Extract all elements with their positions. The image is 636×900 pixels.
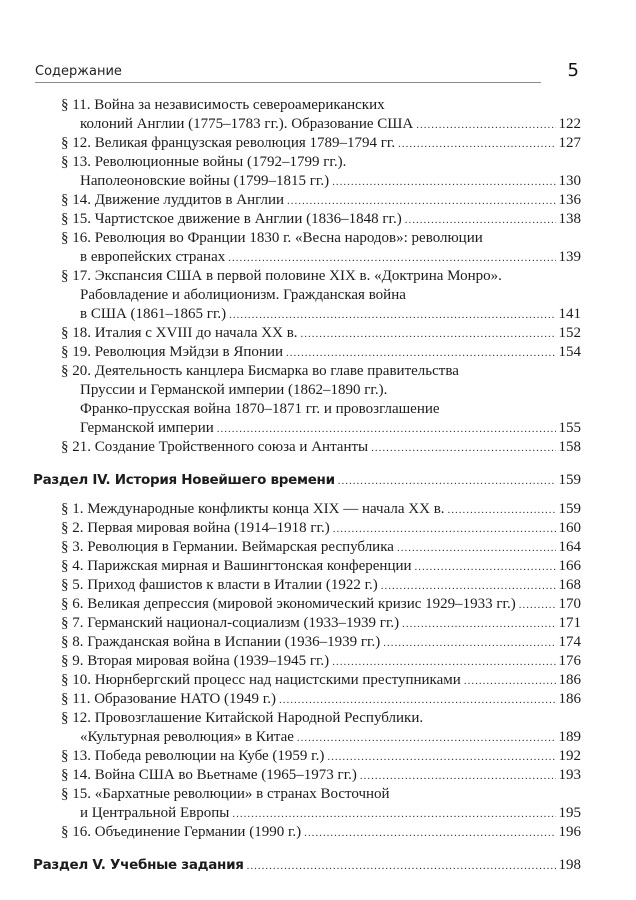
- toc-entry-page: 186: [558, 672, 581, 688]
- dot-leader: [232, 805, 555, 824]
- dot-leader: [397, 539, 556, 558]
- toc-entry-line: [61, 381, 581, 400]
- toc-entry-line: [61, 728, 581, 747]
- toc-entry-page: 138: [558, 211, 581, 227]
- section-title: Раздел IV. История Новейшего времени: [33, 471, 338, 490]
- toc-entry-page: 152: [558, 325, 581, 341]
- toc-entry-line: [61, 500, 581, 519]
- dot-leader: [304, 824, 555, 843]
- toc-entry[interactable]: [61, 671, 581, 690]
- toc-entry-line: [61, 438, 581, 457]
- dot-leader: [383, 634, 555, 653]
- toc-entry[interactable]: [61, 633, 581, 652]
- toc-entry-text: § 14. Движение луддитов в Англии: [61, 191, 287, 210]
- toc-entry-line: [61, 709, 581, 728]
- toc-entry-text: § 7. Германский национал-социализм (1933–1939 гг.): [61, 614, 402, 633]
- toc-entry-text: § 19. Революция Мэйдзи в Японии: [61, 343, 286, 362]
- toc-entry[interactable]: [61, 595, 581, 614]
- toc-entry[interactable]: [61, 343, 581, 362]
- toc-entry[interactable]: [61, 324, 581, 343]
- toc-entry-text: § 15. «Бархатные революции» в странах Восточной: [61, 786, 390, 802]
- toc-entry-page: 122: [558, 116, 581, 132]
- toc-entry-line: [61, 115, 581, 134]
- toc-entry[interactable]: [61, 614, 581, 633]
- toc-entry-page: 141: [558, 306, 581, 322]
- toc-entry-line: [61, 804, 581, 823]
- toc-entry-page: 195: [558, 805, 581, 821]
- toc-entry-text: § 1. Международные конфликты конца XIX — начала XX в.: [61, 500, 448, 519]
- toc-entry-text: Наполеоновские войны (1799–1815 гг.): [80, 172, 332, 191]
- toc-entry-text: и Центральной Европы: [80, 804, 232, 823]
- toc-entry[interactable]: [61, 438, 581, 457]
- toc-entry-line: [61, 519, 581, 538]
- toc-entry-text: § 15. Чартистское движение в Англии (1836–1848 гг.): [61, 210, 405, 229]
- toc-entry-page: 158: [558, 439, 581, 455]
- toc-entry[interactable]: [61, 576, 581, 595]
- section-heading-4[interactable]: [33, 471, 581, 490]
- toc-entry[interactable]: [61, 747, 581, 766]
- toc-entry-text: в европейских странах: [80, 248, 228, 267]
- toc-entry-page: 176: [558, 653, 581, 669]
- toc-entry-line: [61, 576, 581, 595]
- toc-entry-text: § 14. Война США во Вьетнаме (1965–1973 гг.): [61, 766, 360, 785]
- toc-entry-line: [61, 362, 581, 381]
- toc-entry[interactable]: [61, 134, 581, 153]
- toc-entry-text: Пруссии и Германской империи (1862–1890 гг.).: [80, 382, 388, 398]
- dot-leader: [327, 748, 555, 767]
- toc-entry-text: § 13. Революционные войны (1792–1799 гг.).: [61, 154, 347, 170]
- dot-leader: [287, 192, 555, 211]
- dot-leader: [333, 520, 556, 539]
- toc-entry-line: [61, 324, 581, 343]
- toc-entry-line: [61, 595, 581, 614]
- dot-leader: [247, 857, 556, 876]
- toc-entry-line: [61, 538, 581, 557]
- toc-entry[interactable]: [61, 766, 581, 785]
- toc-entry-text: § 8. Гражданская война в Испании (1936–1939 гг.): [61, 633, 383, 652]
- toc-entry-text: § 16. Революция во Франции 1830 г. «Весна народов»: революции: [61, 230, 483, 246]
- toc-entry-line: [61, 210, 581, 229]
- toc-entry[interactable]: [61, 500, 581, 519]
- dot-leader: [228, 249, 555, 268]
- toc-entry[interactable]: [61, 267, 581, 324]
- running-header-title: Содержание: [35, 64, 122, 79]
- toc-entry-text: § 13. Победа революции на Кубе (1959 г.): [61, 747, 327, 766]
- toc-entry[interactable]: [61, 538, 581, 557]
- toc-entry[interactable]: [61, 709, 581, 747]
- toc-entry-line: [61, 690, 581, 709]
- toc-entry-text: Франко-прусская война 1870–1871 гг. и провозглашение: [80, 401, 440, 417]
- toc-entry-page: 166: [558, 558, 581, 574]
- dot-leader: [464, 672, 556, 691]
- dot-leader: [286, 344, 556, 363]
- dot-leader: [229, 306, 555, 325]
- toc-entry-line: [61, 191, 581, 210]
- dot-leader: [448, 501, 556, 520]
- toc-entry-page: 193: [558, 767, 581, 783]
- toc-entry-text: колоний Англии (1775–1783 гг.). Образование США: [80, 115, 416, 134]
- dot-leader: [301, 325, 556, 344]
- dot-leader: [332, 173, 555, 192]
- toc-entry-line: [61, 766, 581, 785]
- toc-entry-page: 154: [558, 344, 581, 360]
- toc-entry-page: 139: [558, 249, 581, 265]
- toc-entry-page: 159: [558, 501, 581, 517]
- toc-entry-line: [61, 614, 581, 633]
- toc-entry-line: [61, 671, 581, 690]
- dot-leader: [332, 653, 555, 672]
- page-number: 5: [567, 60, 579, 81]
- toc-part-continued: [0, 96, 636, 457]
- toc-entry[interactable]: [61, 557, 581, 576]
- toc-entry-line: [61, 633, 581, 652]
- dot-leader: [360, 767, 556, 786]
- toc-entry-line: [61, 286, 581, 305]
- toc-entry-text: Рабовладение и аболиционизм. Гражданская война: [80, 287, 406, 303]
- toc-entry-line: [61, 652, 581, 671]
- toc-entry-page: 192: [558, 748, 581, 764]
- toc-entry-line: [61, 172, 581, 191]
- section-title: Раздел V. Учебные задания: [33, 856, 247, 875]
- toc-entry[interactable]: [61, 652, 581, 671]
- toc-entry-line: [61, 248, 581, 267]
- toc-entry-page: 160: [558, 520, 581, 536]
- section-page: 159: [558, 472, 581, 488]
- header-rule: [35, 82, 541, 83]
- toc-entry-line: [61, 343, 581, 362]
- toc-entry-line: [61, 419, 581, 438]
- toc-entry[interactable]: [61, 690, 581, 709]
- toc-entry-text: § 17. Экспансия США в первой половине XIX в. «Доктрина Монро».: [61, 268, 502, 284]
- toc-entry-line: [61, 747, 581, 766]
- toc-entry-text: § 10. Нюрнбергский процесс над нацистскими преступниками: [61, 671, 464, 690]
- toc-entry[interactable]: [61, 519, 581, 538]
- dot-leader: [416, 116, 555, 135]
- dot-leader: [405, 211, 556, 230]
- toc-entry-text: § 9. Вторая мировая война (1939–1945 гг.): [61, 652, 332, 671]
- toc-entry-page: 189: [558, 729, 581, 745]
- toc-entry[interactable]: [61, 823, 581, 842]
- dot-leader: [381, 577, 556, 596]
- toc-entry[interactable]: [61, 229, 581, 267]
- toc-entry-page: 174: [558, 634, 581, 650]
- toc-entry-page: 196: [558, 824, 581, 840]
- toc-entry-text: Германской империи: [80, 419, 217, 438]
- table-of-contents: [0, 96, 636, 885]
- toc-entry-text: § 12. Провозглашение Китайской Народной Республики.: [61, 710, 424, 726]
- dot-leader: [398, 135, 555, 154]
- dot-leader: [371, 439, 555, 458]
- toc-entry-text: § 11. Война за независимость североамериканских: [61, 97, 385, 113]
- running-header: [35, 60, 581, 84]
- dot-leader: [217, 420, 556, 439]
- toc-entry-text: «Культурная революция» в Китае: [80, 728, 297, 747]
- dot-leader: [519, 596, 556, 615]
- toc-entry[interactable]: [61, 785, 581, 823]
- toc-entry-page: 186: [558, 691, 581, 707]
- toc-entry-text: § 21. Создание Тройственного союза и Антанты: [61, 438, 371, 457]
- dot-leader: [338, 472, 556, 491]
- toc-entry[interactable]: [61, 191, 581, 210]
- section-heading-5[interactable]: [33, 856, 581, 875]
- toc-entry-page: 171: [558, 615, 581, 631]
- toc-entry-page: 155: [558, 420, 581, 436]
- toc-entry-line: [61, 305, 581, 324]
- toc-entry-text: § 11. Образование НАТО (1949 г.): [61, 690, 279, 709]
- toc-entry-page: 136: [558, 192, 581, 208]
- toc-entry-line: [61, 823, 581, 842]
- section-page: 198: [558, 857, 581, 873]
- dot-leader: [415, 558, 556, 577]
- toc-entry-line: [61, 785, 581, 804]
- toc-entry-line: [61, 134, 581, 153]
- dot-leader: [297, 729, 556, 748]
- toc-entry-page: 170: [558, 596, 581, 612]
- toc-entry-text: в США (1861–1865 гг.): [80, 305, 229, 324]
- toc-entry[interactable]: [61, 153, 581, 191]
- toc-entry-line: [61, 267, 581, 286]
- toc-entry-text: § 18. Италия с XVIII до начала XX в.: [61, 324, 301, 343]
- toc-entry-line: [61, 229, 581, 248]
- toc-entry[interactable]: [61, 362, 581, 438]
- toc-entry[interactable]: [61, 210, 581, 229]
- dot-leader: [279, 691, 555, 710]
- toc-entry[interactable]: [61, 96, 581, 134]
- toc-entry-page: 130: [558, 173, 581, 189]
- toc-entry-text: § 2. Первая мировая война (1914–1918 гг.): [61, 519, 333, 538]
- toc-entry-page: 168: [558, 577, 581, 593]
- dot-leader: [402, 615, 555, 634]
- toc-entry-line: [61, 557, 581, 576]
- toc-entry-line: [61, 96, 581, 115]
- toc-entry-text: § 20. Деятельность канцлера Бисмарка во главе правительства: [61, 363, 459, 379]
- toc-entry-line: [61, 400, 581, 419]
- toc-entry-text: § 12. Великая французская революция 1789–1794 гг.: [61, 134, 398, 153]
- toc-entry-text: § 4. Парижская мирная и Вашингтонская конференции: [61, 557, 415, 576]
- toc-entry-text: § 5. Приход фашистов к власти в Италии (1922 г.): [61, 576, 381, 595]
- toc-entry-text: § 3. Революция в Германии. Веймарская республика: [61, 538, 397, 557]
- toc-entry-page: 127: [558, 135, 581, 151]
- toc-entry-line: [61, 153, 581, 172]
- toc-entry-page: 164: [558, 539, 581, 555]
- toc-entry-text: § 16. Объединение Германии (1990 г.): [61, 823, 304, 842]
- toc-entry-text: § 6. Великая депрессия (мировой экономический кризис 1929–1933 гг.): [61, 595, 519, 614]
- section-4-entries: [0, 500, 636, 842]
